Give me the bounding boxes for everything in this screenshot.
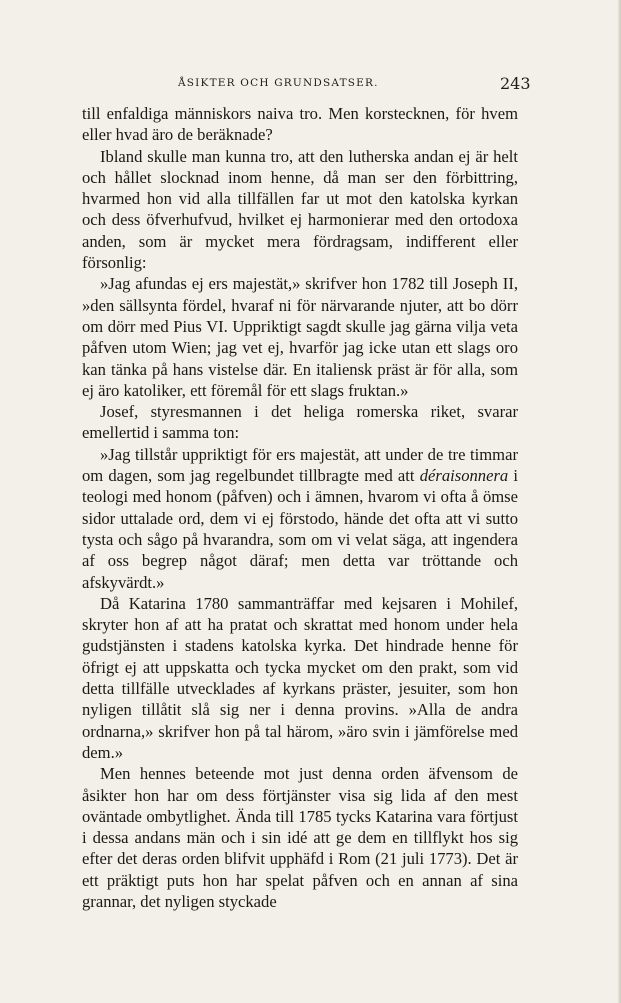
- paragraph: Men hennes beteende mot just denna orden äfvensom de åsikter hon har om dess förtjänster visa sig lida af den mest oväntade ombytlighet. Ända till 1785 tycks Katarina vara förtjust i dessa andans män och i sin idé att ge dem en tillflykt hos sig efter det deras orden blifvit upphäfd i Rom (21 juli 1773). Det är ett präktigt puts hon har spelat påfven och en annan af sina grannar, det nyligen styckade: [82, 764, 518, 911]
- body-text: [82, 103, 518, 912]
- paragraph: »Jag afundas ej ers majestät,» skrifver hon 1782 till Joseph II, »den sällsynta fördel, hvaraf ni för närvarande njuter, att bo dörr om dörr med Pius VI. Uppriktigt sagdt skulle jag gärna vilja veta påfven utom Wien; jag vet ej, hvarför jag icke utan ett slags oro kan tänka på hans vistelse där. En italiensk präst är för alla, som ej äro katoliker, ett föremål för ett slags fruktan.»: [82, 274, 518, 400]
- paragraph: Ibland skulle man kunna tro, att den lutherska andan ej är helt och hållet slocknad inom henne, då man ser den förbittring, hvarmed hon vid alla tillfällen far ut mot den katolska kyrkan och dess öfverhufvud, hvilket ej harmonierar med den ortodoxa anden, som är mycket mera fördragsam, indifferent eller försonlig:: [82, 146, 518, 273]
- page-header: [0, 74, 621, 94]
- paragraph: Då Katarina 1780 sammanträffar med kejsaren i Mohilef, skryter hon af att ha pratat och skrattat med honom under hela gudstjänsten i stadens katolska kyrka. Det hindrade henne för öfrigt ej att uppskatta och tycka mycket om den prakt, som vid detta tillfälle utvecklades af kyrkans präster, jesuiter, som hon nyligen tillåtit slå sig ner i denna provins. »Alla de andra ordnarna,» skrifver hon på tal härom, »äro svin i jämförelse med dem.»: [82, 593, 518, 762]
- italic-word: déraisonnera: [419, 466, 509, 486]
- page-number: 243: [500, 74, 531, 93]
- paragraph: Josef, styresmannen i det heliga romerska riket, svarar emellertid i samma ton:: [82, 402, 518, 443]
- paragraph-text: i teologi med honom (påfven) och i ämnen, hvarom vi ofta å ömse sidor uttalade ord, dem vi ej förstodo, hände det ofta att vi sutto tysta och sågo på hvarandra, som om vi velat säga, att ingendera af oss begrep något däraf; men detta var tröttande och afskyvärdt.»: [82, 466, 518, 592]
- paragraph-text: »Jag tillstår uppriktigt för ers majestät, att under de tre timmar om dagen, som jag regelbundet tillbragte med att: [82, 444, 518, 486]
- paragraph: till enfaldiga människors naiva tro. Men korstecknen, för hvem eller hvad äro de beräknade?: [82, 104, 518, 145]
- running-title: ÅSIKTER OCH GRUNDSATSER.: [178, 77, 379, 89]
- paragraph: [82, 444, 518, 593]
